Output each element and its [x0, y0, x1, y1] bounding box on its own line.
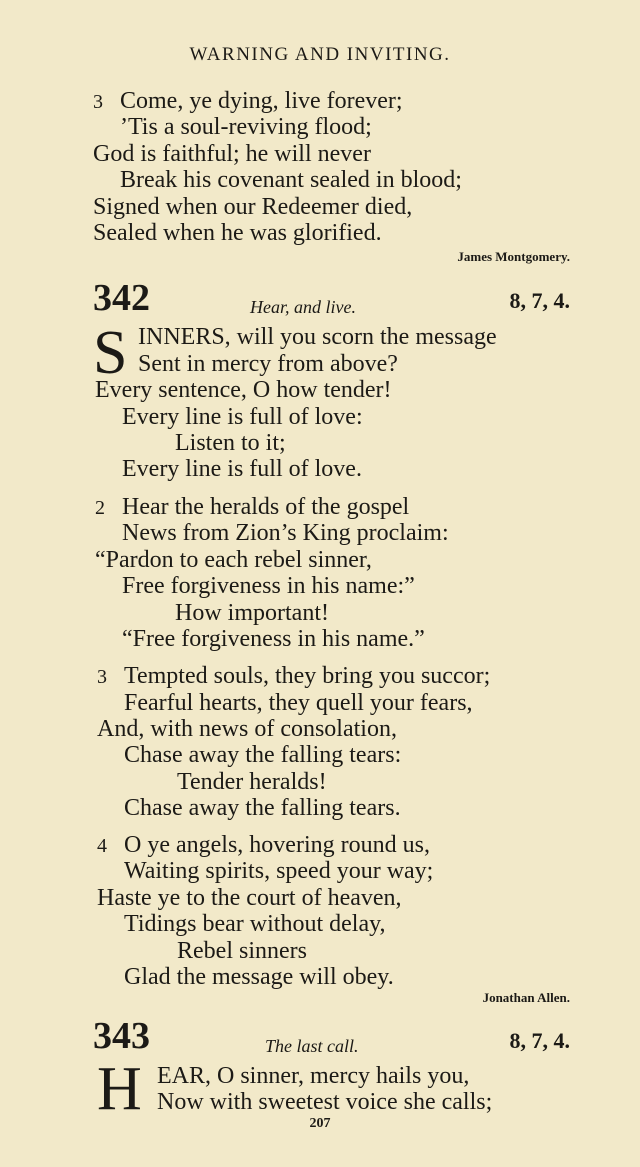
stanza-line: Signed when our Redeemer died,	[93, 194, 413, 220]
stanza-line: “Free forgiveness in his name.”	[122, 626, 425, 652]
stanza-line: Now with sweetest voice she calls;	[157, 1089, 493, 1115]
page-number: 207	[309, 1116, 331, 1131]
stanza-number: 3	[97, 666, 107, 688]
stanza-line: Sent in mercy from above?	[138, 351, 398, 377]
stanza-line: Every line is full of love.	[122, 456, 362, 482]
author-credit: Jonathan Allen.	[482, 990, 570, 1005]
hymn-number: 342	[93, 277, 150, 319]
drop-cap: S	[93, 319, 128, 387]
stanza-line: Haste ye to the court of heaven,	[97, 885, 402, 911]
author-credit: James Montgomery.	[457, 249, 570, 264]
stanza-line: Chase away the falling tears:	[124, 742, 402, 768]
stanza-line: Listen to it;	[175, 430, 286, 456]
stanza-number: 3	[93, 91, 103, 113]
stanza-line: How important!	[175, 600, 329, 626]
stanza-line: “Pardon to each rebel sinner,	[95, 547, 372, 573]
stanza-line: EAR, O sinner, mercy hails you,	[157, 1063, 470, 1089]
stanza-line: Glad the message will obey.	[124, 964, 394, 990]
stanza-line: Break his covenant sealed in blood;	[120, 167, 462, 193]
stanza-line: 4 O ye angels, hovering round us,	[97, 832, 430, 858]
stanza-line: Tender heralds!	[177, 769, 327, 795]
stanza-line: And, with news of consolation,	[97, 716, 397, 742]
stanza-line: Every line is full of love:	[122, 404, 363, 430]
hymn-number: 343	[93, 1015, 150, 1057]
stanza-line: 2 Hear the heralds of the gospel	[95, 494, 410, 520]
hymn-title: The last call.	[265, 1036, 359, 1056]
stanza-line: INNERS, will you scorn the message	[138, 324, 497, 350]
stanza-line: ’Tis a soul-reviving flood;	[120, 114, 372, 140]
stanza-line: Sealed when he was glorified.	[93, 220, 382, 246]
stanza-line: Free forgiveness in his name:”	[122, 573, 415, 599]
stanza-line: Waiting spirits, speed your way;	[124, 858, 434, 884]
hymn-meter: 8, 7, 4.	[509, 1028, 570, 1053]
stanza-line: Tidings bear without delay,	[124, 911, 386, 937]
stanza-line: News from Zion’s King proclaim:	[122, 520, 449, 546]
stanza-line: God is faithful; he will never	[93, 141, 371, 167]
stanza-number: 4	[97, 835, 107, 857]
stanza-line: Rebel sinners	[177, 938, 307, 964]
drop-cap: H	[97, 1055, 142, 1123]
hymn-meter: 8, 7, 4.	[509, 288, 570, 313]
stanza-line: 3 Tempted souls, they bring you succor;	[97, 663, 491, 689]
stanza-number: 2	[95, 497, 105, 519]
running-header: WARNING AND INVITING.	[189, 44, 451, 65]
stanza-line: Chase away the falling tears.	[124, 795, 401, 821]
stanza-line: Fearful hearts, they quell your fears,	[124, 690, 473, 716]
hymn-title: Hear, and live.	[250, 297, 356, 317]
stanza-line: 3 Come, ye dying, live forever;	[93, 88, 403, 114]
stanza-line: Every sentence, O how tender!	[95, 377, 392, 403]
